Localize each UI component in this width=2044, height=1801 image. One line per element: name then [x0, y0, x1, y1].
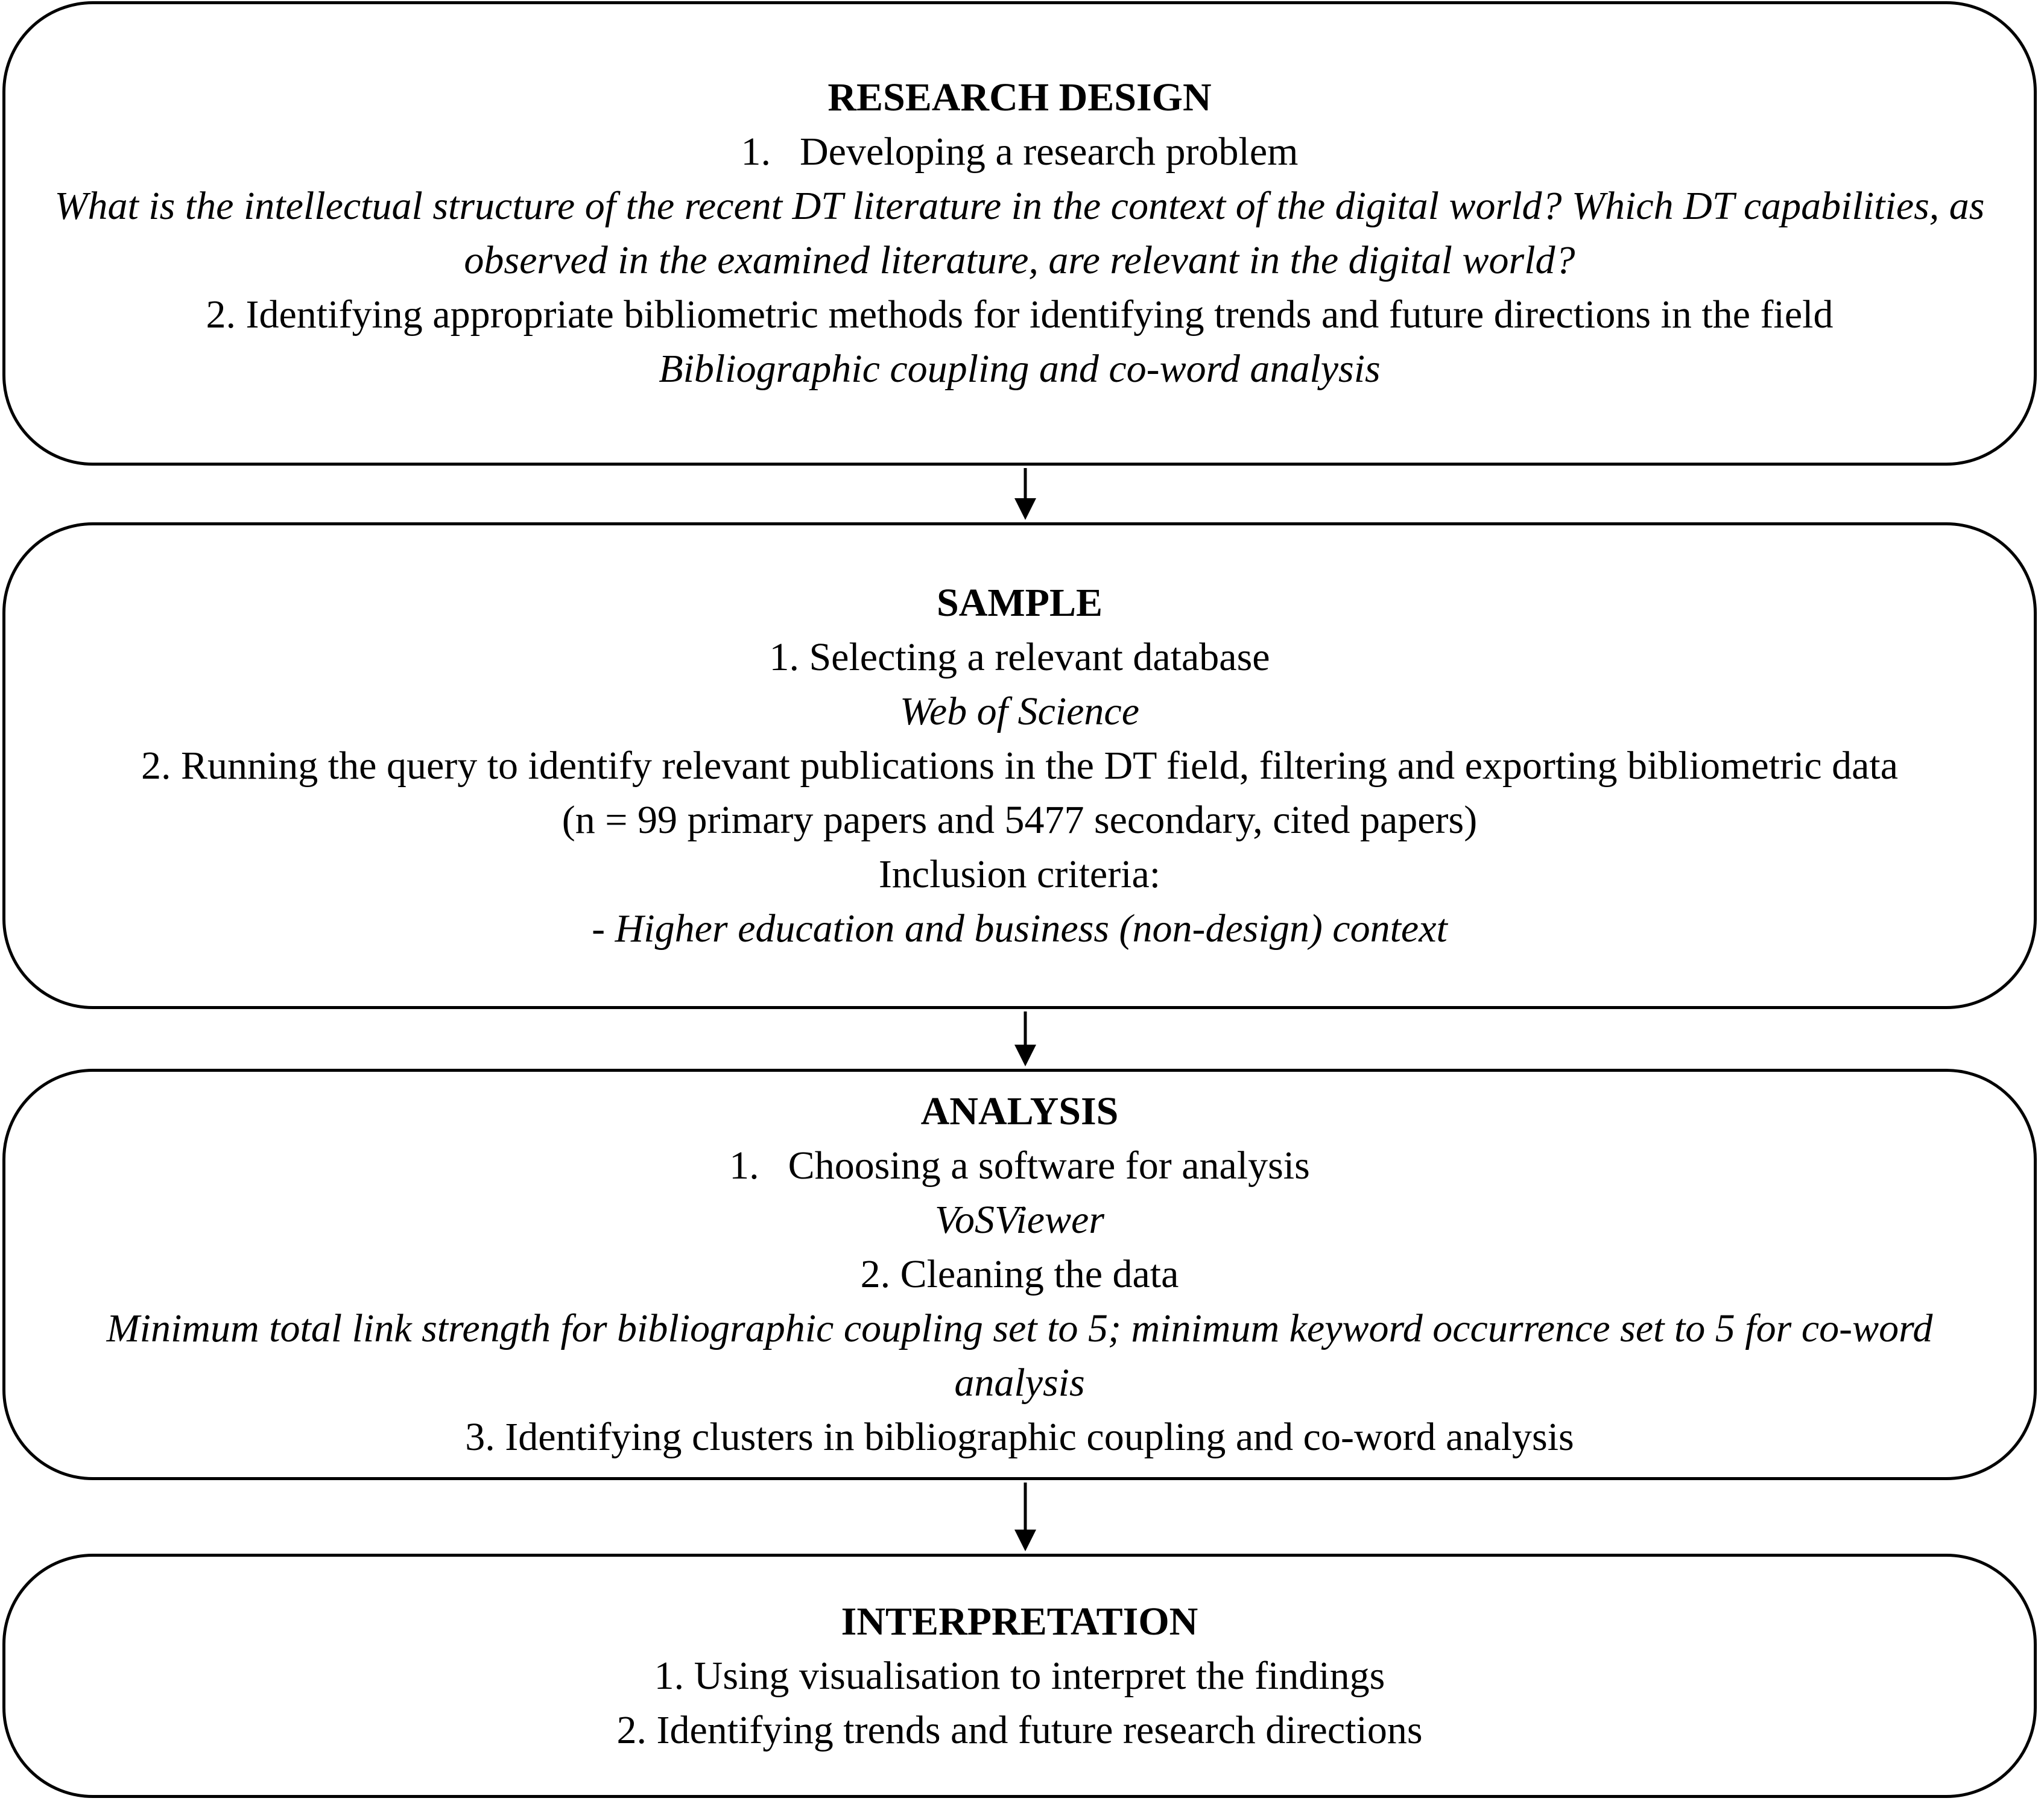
- sample-title: SAMPLE: [936, 580, 1103, 625]
- arrow-research-to-sample: [1014, 468, 1036, 520]
- interpretation-box: [2, 1554, 2037, 1798]
- interpretation-step2: 2. Identifying trends and future research directions: [616, 1708, 1423, 1752]
- sample-step2: 2. Running the query to identify relevant publications in the DT field, filtering and exporting bibliometric data: [141, 743, 1899, 788]
- sample-step1: 1. Selecting a relevant database: [769, 635, 1270, 679]
- sample-box: [2, 522, 2037, 1009]
- research-design-step1-text: Developing a research problem: [800, 130, 1299, 174]
- research-design-step1-number: 1.: [741, 130, 771, 174]
- analysis-step1: [42, 1139, 1998, 1193]
- interpretation-step1: 1. Using visualisation to interpret the findings: [654, 1653, 1385, 1698]
- research-design-step2-detail: Bibliographic coupling and co-word analysis: [659, 347, 1381, 391]
- analysis-step3: 3. Identifying clusters in bibliographic coupling and co-word analysis: [465, 1415, 1574, 1459]
- sample-inclusion-label: Inclusion criteria:: [878, 852, 1161, 896]
- analysis-title: ANALYSIS: [920, 1089, 1119, 1133]
- sample-step1-detail: Web of Science: [899, 689, 1140, 733]
- arrow-analysis-to-interpretation: [1014, 1483, 1036, 1551]
- research-design-box: [2, 1, 2037, 466]
- analysis-step2: 2. Cleaning the data: [860, 1252, 1179, 1296]
- arrow-research-to-sample-head: [1014, 498, 1036, 520]
- analysis-step1-detail: VoSViewer: [934, 1198, 1105, 1242]
- analysis-step1-text: Choosing a software for analysis: [788, 1144, 1310, 1188]
- research-design-question: What is the intellectual structure of the recent DT literature in the context of the digital world? Which DT capabilities, as observed in the examined literature, are relevant in the digital world?: [54, 184, 1985, 282]
- arrow-sample-to-analysis-head: [1014, 1045, 1036, 1066]
- interpretation-title: INTERPRETATION: [841, 1599, 1198, 1644]
- research-design-step1: [42, 125, 1998, 179]
- sample-count: (n = 99 primary papers and 5477 secondary, cited papers): [562, 797, 1478, 842]
- arrow-sample-to-analysis: [1014, 1011, 1036, 1066]
- arrow-analysis-to-interpretation-head: [1014, 1530, 1036, 1551]
- analysis-box: [2, 1069, 2037, 1480]
- analysis-step2-detail: Minimum total link strength for bibliographic coupling set to 5; minimum keyword occurrence set to 5 for co-word analysis: [106, 1306, 1933, 1405]
- research-design-title: RESEARCH DESIGN: [827, 75, 1212, 119]
- research-design-step2: 2. Identifying appropriate bibliometric methods for identifying trends and future directions in the field: [206, 293, 1834, 337]
- analysis-step1-number: 1.: [729, 1144, 759, 1188]
- sample-inclusion-item: - Higher education and business (non-design) context: [592, 906, 1448, 951]
